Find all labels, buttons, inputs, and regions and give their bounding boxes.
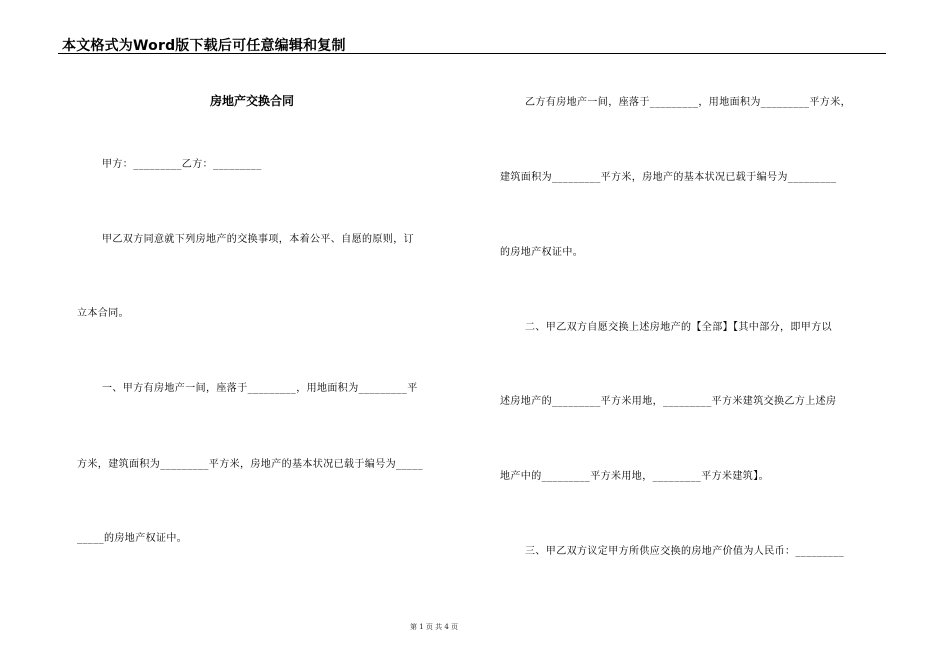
header-divider: [58, 53, 886, 54]
party-line: 甲方：_________乙方：_________: [102, 159, 262, 170]
paragraph-line: 地产中的_________平方米用地，_________平方米建筑】。: [500, 471, 769, 482]
paragraph-line: 甲乙双方同意就下列房地产的交换事项，本着公平、自愿的原则，订: [102, 234, 414, 245]
paragraph-line: 立本合同。: [77, 308, 129, 319]
paragraph-line: 方米，建筑面积为_________平方米，房地产的基本状况已载于编号为_____: [77, 459, 423, 470]
paragraph-line: 建筑面积为_________平方米，房地产的基本状况已载于编号为_________: [500, 172, 837, 183]
paragraph-line: 二、甲乙双方自愿交换上述房地产的【全部】【其中部分，即甲方以: [525, 322, 832, 333]
paragraph-line: _____的房地产权证中。: [77, 533, 188, 544]
page-number: 第 1 页 共 4 页: [410, 623, 459, 631]
paragraph-line: 一、甲方有房地产一间，座落于_________，用地面积为_________平: [102, 383, 418, 394]
paragraph-line: 述房地产的_________平方米用地，_________平方米建筑交换乙方上述房: [500, 396, 837, 407]
document-header: 本文格式为Word版下载后可任意编辑和复制: [62, 38, 346, 54]
paragraph-line: 乙方有房地产一间，座落于_________，用地面积为_________平方米，: [525, 97, 851, 108]
paragraph-line: 三、甲乙双方议定甲方所供应交换的房地产价值为人民币：_________: [525, 546, 844, 557]
contract-title: 房地产交换合同: [210, 94, 295, 108]
paragraph-line: 的房地产权证中。: [500, 247, 584, 258]
